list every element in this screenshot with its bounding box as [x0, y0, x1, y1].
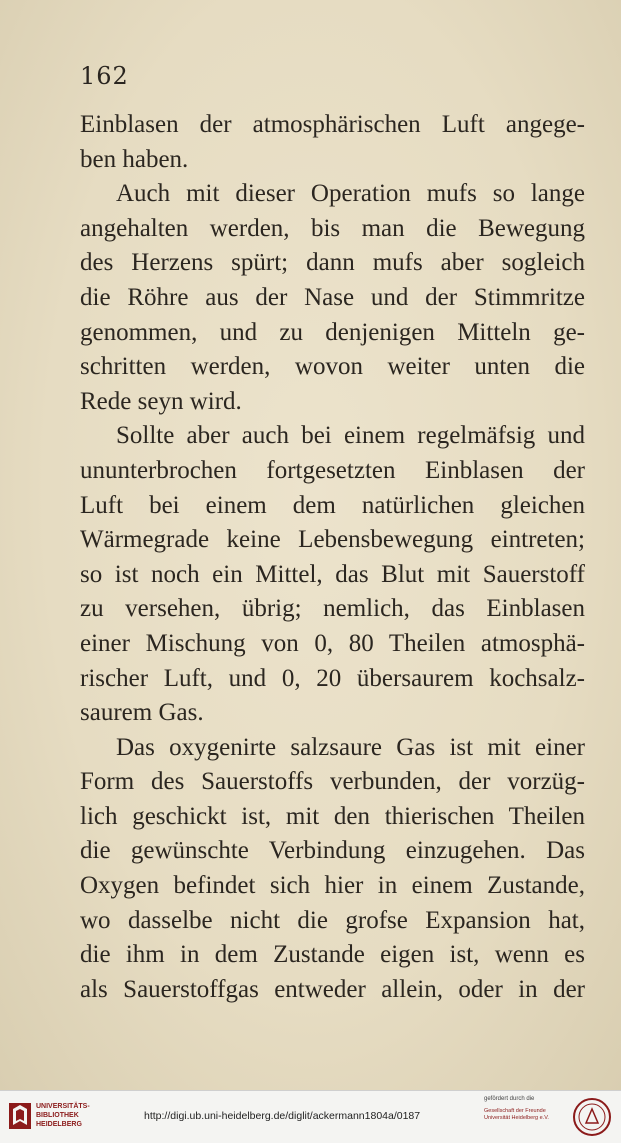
page-number: 162 [80, 62, 129, 90]
text-line: Luft bei einem dem natürlichen gleichen [80, 491, 585, 519]
funder-name: Gesellschaft der Freunde Universität Heidelberg e.V. [484, 1108, 549, 1121]
viewer-footer [0, 1090, 621, 1143]
text-line: genommen, und zu denjenigen Mitteln ge- [80, 318, 585, 346]
text-line: Einblasen der atmosphärischen Luft angege- [80, 111, 585, 138]
text-line: Wärmegrade keine Lebensbewegung eintreten; [80, 526, 585, 554]
funder-caption: gefördert durch die [484, 1096, 535, 1102]
text-line: schritten werden, wovon weiter unten die [80, 353, 585, 381]
text-line: Oxygen befindet sich hier in einem Zustande, [80, 872, 585, 900]
permalink-url[interactable]: http://digi.ub.uni-heidelberg.de/diglit/ackermann1804a/0187 [144, 1110, 421, 1122]
university-library-logo-icon [8, 1101, 32, 1131]
text-line: die gewünschte Verbindung einzugehen. Das [80, 837, 585, 865]
society-seal-icon [572, 1097, 612, 1137]
text-line: so ist noch ein Mittel, das Blut mit Sauerstoff [80, 560, 585, 588]
text-line: Auch mit dieser Operation mufs so lange [116, 180, 585, 208]
text-line: die Röhre aus der Nase und der Stimmritze [80, 283, 585, 311]
text-line: lich geschickt ist, mit den thierischen Theilen [80, 802, 585, 830]
text-line: des Herzens spürt; dann mufs aber sogleich [80, 249, 585, 277]
text-line: als Sauerstoffgas entweder allein, oder in der [80, 975, 585, 1003]
text-line: Das oxygenirte salzsaure Gas ist mit einer [116, 733, 585, 761]
text-line: ununterbrochen fortgesetzten Einblasen der [80, 456, 585, 484]
text-line: angehalten werden, bis man die Bewegung [80, 214, 585, 242]
library-name: UNIVERSITÄTS- BIBLIOTHEK HEIDELBERG [36, 1103, 90, 1128]
text-line: Form des Sauerstoffs verbunden, der vorzüg- [80, 768, 585, 796]
text-line: ben haben. [80, 145, 189, 173]
text-line: Sollte aber auch bei einem regelmäfsig und [116, 422, 585, 450]
text-line: rischer Luft, und 0, 20 übersaurem kochsalz- [80, 664, 585, 692]
text-line: Rede seyn wird. [80, 387, 242, 415]
body-text [80, 108, 585, 1007]
text-line: wo dasselbe nicht die grofse Expansion hat, [80, 906, 585, 934]
text-line: die ihm in dem Zustande eigen ist, wenn es [80, 941, 585, 969]
text-line: zu versehen, übrig; nemlich, das Einblasen [80, 595, 585, 623]
text-line: einer Mischung von 0, 80 Theilen atmosphä- [80, 629, 585, 657]
text-line: saurem Gas. [80, 699, 204, 727]
